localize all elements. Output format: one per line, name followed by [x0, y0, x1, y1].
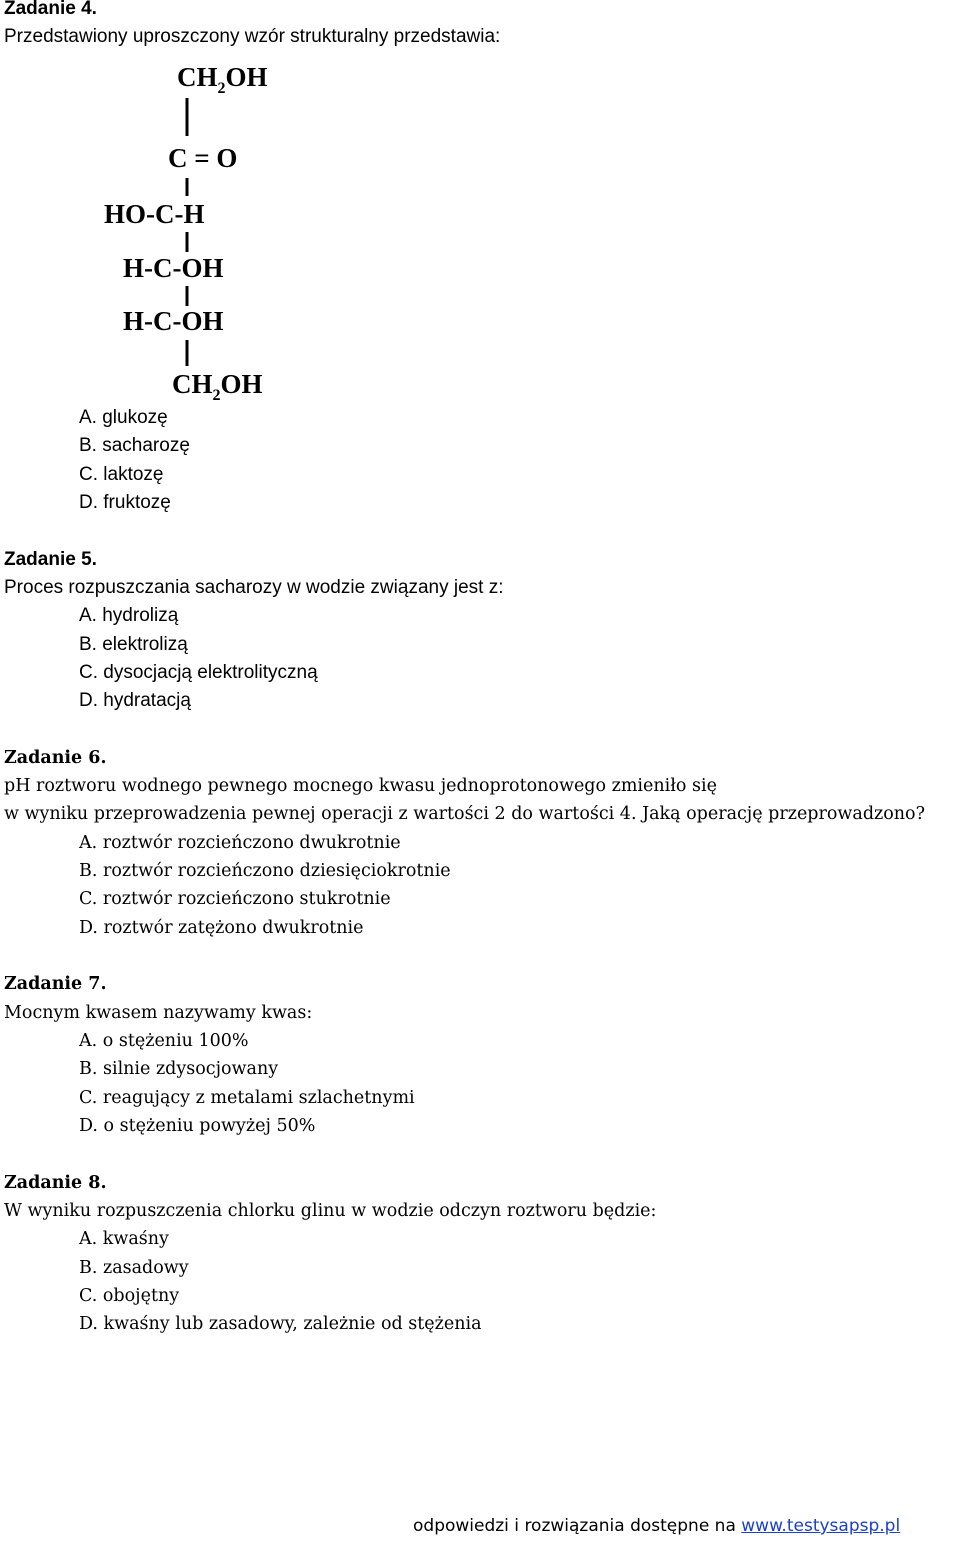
task-7-option-b: B. silnie zdysocjowany	[79, 1059, 279, 1079]
formula-carbonyl: C = O	[168, 143, 238, 173]
task-5-option-c: C. dysocjacją elektrolityczną	[79, 662, 318, 683]
task-8-option-c: C. obojętny	[79, 1286, 180, 1306]
task-6-option-a: A. roztwór rozcieńczono dwukrotnie	[79, 833, 401, 853]
structural-formula	[100, 56, 290, 406]
task-7-option-c: C. reagujący z metalami szlachetnymi	[79, 1088, 415, 1108]
footer-text: odpowiedzi i rozwiązania dostępne na	[413, 1516, 742, 1536]
formula-c5: H-C-OH	[123, 306, 224, 336]
task-4-option-d: D. fruktozę	[79, 492, 171, 513]
task-6-question-line-1: pH roztworu wodnego pewnego mocnego kwasu jednoprotonowego zmieniło się	[4, 776, 717, 796]
formula-bottom-group: $CH_2OH$	[172, 369, 263, 404]
task-4-heading: Zadanie 4.	[4, 0, 97, 19]
formula-top-group: $CH_2OH$	[177, 62, 268, 97]
task-5-heading: Zadanie 5.	[4, 549, 97, 570]
task-6-heading: Zadanie 6.	[4, 748, 107, 768]
task-8-option-d: D. kwaśny lub zasadowy, zależnie od stężenia	[79, 1314, 482, 1334]
task-8-heading: Zadanie 8.	[4, 1173, 107, 1193]
footer-link[interactable]: www.testysapsp.pl	[741, 1516, 901, 1536]
task-6-option-d: D. roztwór zatężono dwukrotnie	[79, 918, 364, 938]
task-4-option-a: A. glukozę	[79, 407, 168, 428]
formula-c3: HO-C-H	[104, 199, 205, 229]
task-8-option-b: B. zasadowy	[79, 1258, 189, 1278]
task-7-heading: Zadanie 7.	[4, 974, 107, 994]
task-5-option-a: A. hydrolizą	[79, 605, 179, 626]
footer-note	[413, 1514, 900, 1538]
task-4-question: Przedstawiony uproszczony wzór strukturalny przedstawia:	[4, 26, 501, 47]
task-8-option-a: A. kwaśny	[79, 1229, 169, 1249]
task-7-option-d: D. o stężeniu powyżej 50%	[79, 1116, 316, 1136]
task-5-option-b: B. elektrolizą	[79, 634, 188, 655]
task-7-option-a: A. o stężeniu 100%	[79, 1031, 249, 1051]
task-5-option-d: D. hydratacją	[79, 690, 191, 711]
task-6-option-c: C. roztwór rozcieńczono stukrotnie	[79, 889, 391, 909]
task-6-option-b: B. roztwór rozcieńczono dziesięciokrotnie	[79, 861, 451, 881]
task-7-question: Mocnym kwasem nazywamy kwas:	[4, 1003, 313, 1023]
formula-c4: H-C-OH	[123, 253, 224, 283]
task-4-option-c: C. laktozę	[79, 464, 164, 485]
task-5-question: Proces rozpuszczania sacharozy w wodzie związany jest z:	[4, 577, 504, 598]
task-8-question: W wyniku rozpuszczenia chlorku glinu w wodzie odczyn roztworu będzie:	[4, 1201, 657, 1221]
task-6-question-line-2: w wyniku przeprowadzenia pewnej operacji z wartości 2 do wartości 4. Jaką operację przeprowadzono?	[4, 804, 925, 824]
task-4-option-b: B. sacharozę	[79, 435, 190, 456]
